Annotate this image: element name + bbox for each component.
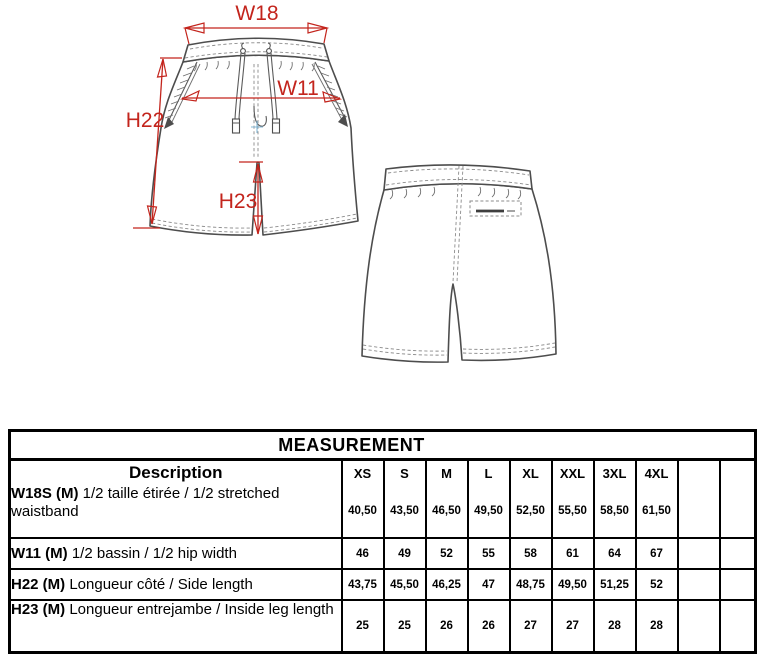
value-cell: 51,25 <box>594 569 636 600</box>
value-cell: 40,50 <box>342 485 384 538</box>
header-size-xxl: XXL <box>552 460 594 486</box>
table-row-w18s <box>10 485 756 538</box>
measurement-table-container <box>8 429 757 654</box>
value-cell: 61,50 <box>636 485 678 538</box>
measure-code: W18S (M) <box>11 485 79 502</box>
row-description <box>10 485 342 538</box>
header-empty-2 <box>720 460 756 486</box>
empty-cell <box>678 538 720 569</box>
value-cell: 27 <box>510 600 552 653</box>
value-cell: 49,50 <box>552 569 594 600</box>
header-size-l: L <box>468 460 510 486</box>
dimension-label-h23: H23 <box>218 190 258 213</box>
value-cell: 26 <box>468 600 510 653</box>
header-empty-1 <box>678 460 720 486</box>
value-cell: 52,50 <box>510 485 552 538</box>
row-description <box>10 600 342 653</box>
table-row-w11 <box>10 538 756 569</box>
value-cell: 47 <box>468 569 510 600</box>
measure-code: H23 (M) <box>11 601 66 618</box>
value-cell: 43,75 <box>342 569 384 600</box>
value-cell: 48,75 <box>510 569 552 600</box>
empty-cell <box>720 538 756 569</box>
measurement-table <box>8 429 757 654</box>
value-cell: 25 <box>342 600 384 653</box>
value-cell: 45,50 <box>384 569 426 600</box>
row-description <box>10 569 342 600</box>
header-size-s: S <box>384 460 426 486</box>
value-cell: 25 <box>384 600 426 653</box>
header-size-3xl: 3XL <box>594 460 636 486</box>
value-cell: 46,50 <box>426 485 468 538</box>
empty-cell <box>720 569 756 600</box>
value-cell: 55 <box>468 538 510 569</box>
measure-text: 1/2 bassin / 1/2 hip width <box>71 544 237 562</box>
table-row-h22 <box>10 569 756 600</box>
table-title: MEASUREMENT <box>10 431 756 460</box>
header-size-xs: XS <box>342 460 384 486</box>
measure-code: H22 (M) <box>11 575 66 593</box>
empty-cell <box>678 600 720 653</box>
empty-cell <box>678 569 720 600</box>
table-row-h23 <box>10 600 756 653</box>
value-cell: 67 <box>636 538 678 569</box>
value-cell: 52 <box>636 569 678 600</box>
dimension-label-w18: W18 <box>235 2 279 25</box>
empty-cell <box>720 600 756 653</box>
value-cell: 58 <box>510 538 552 569</box>
measure-code: W11 (M) <box>11 544 68 562</box>
value-cell: 49 <box>384 538 426 569</box>
value-cell: 61 <box>552 538 594 569</box>
table-header-row <box>10 460 756 486</box>
value-cell: 55,50 <box>552 485 594 538</box>
table-title-row <box>10 431 756 460</box>
row-description <box>10 538 342 569</box>
empty-cell <box>678 485 720 538</box>
measure-text: Longueur entrejambe / Inside leg length <box>69 601 334 618</box>
dimension-label-h22: H22 <box>125 109 165 132</box>
header-size-m: M <box>426 460 468 486</box>
value-cell: 46,25 <box>426 569 468 600</box>
measure-text: 1/2 taille étirée / 1/2 stretched waistband <box>11 485 280 520</box>
value-cell: 26 <box>426 600 468 653</box>
value-cell: 64 <box>594 538 636 569</box>
value-cell: 27 <box>552 600 594 653</box>
empty-cell <box>720 485 756 538</box>
header-size-xl: XL <box>510 460 552 486</box>
value-cell: 28 <box>636 600 678 653</box>
value-cell: 52 <box>426 538 468 569</box>
value-cell: 43,50 <box>384 485 426 538</box>
value-cell: 58,50 <box>594 485 636 538</box>
value-cell: 28 <box>594 600 636 653</box>
back-view-drawing <box>362 165 556 362</box>
header-size-4xl: 4XL <box>636 460 678 486</box>
header-description: Description <box>10 460 342 486</box>
value-cell: 49,50 <box>468 485 510 538</box>
dimension-label-w11: W11 <box>277 77 319 100</box>
back-body-outline <box>362 184 556 362</box>
measure-text: Longueur côté / Side length <box>69 575 253 593</box>
value-cell: 46 <box>342 538 384 569</box>
